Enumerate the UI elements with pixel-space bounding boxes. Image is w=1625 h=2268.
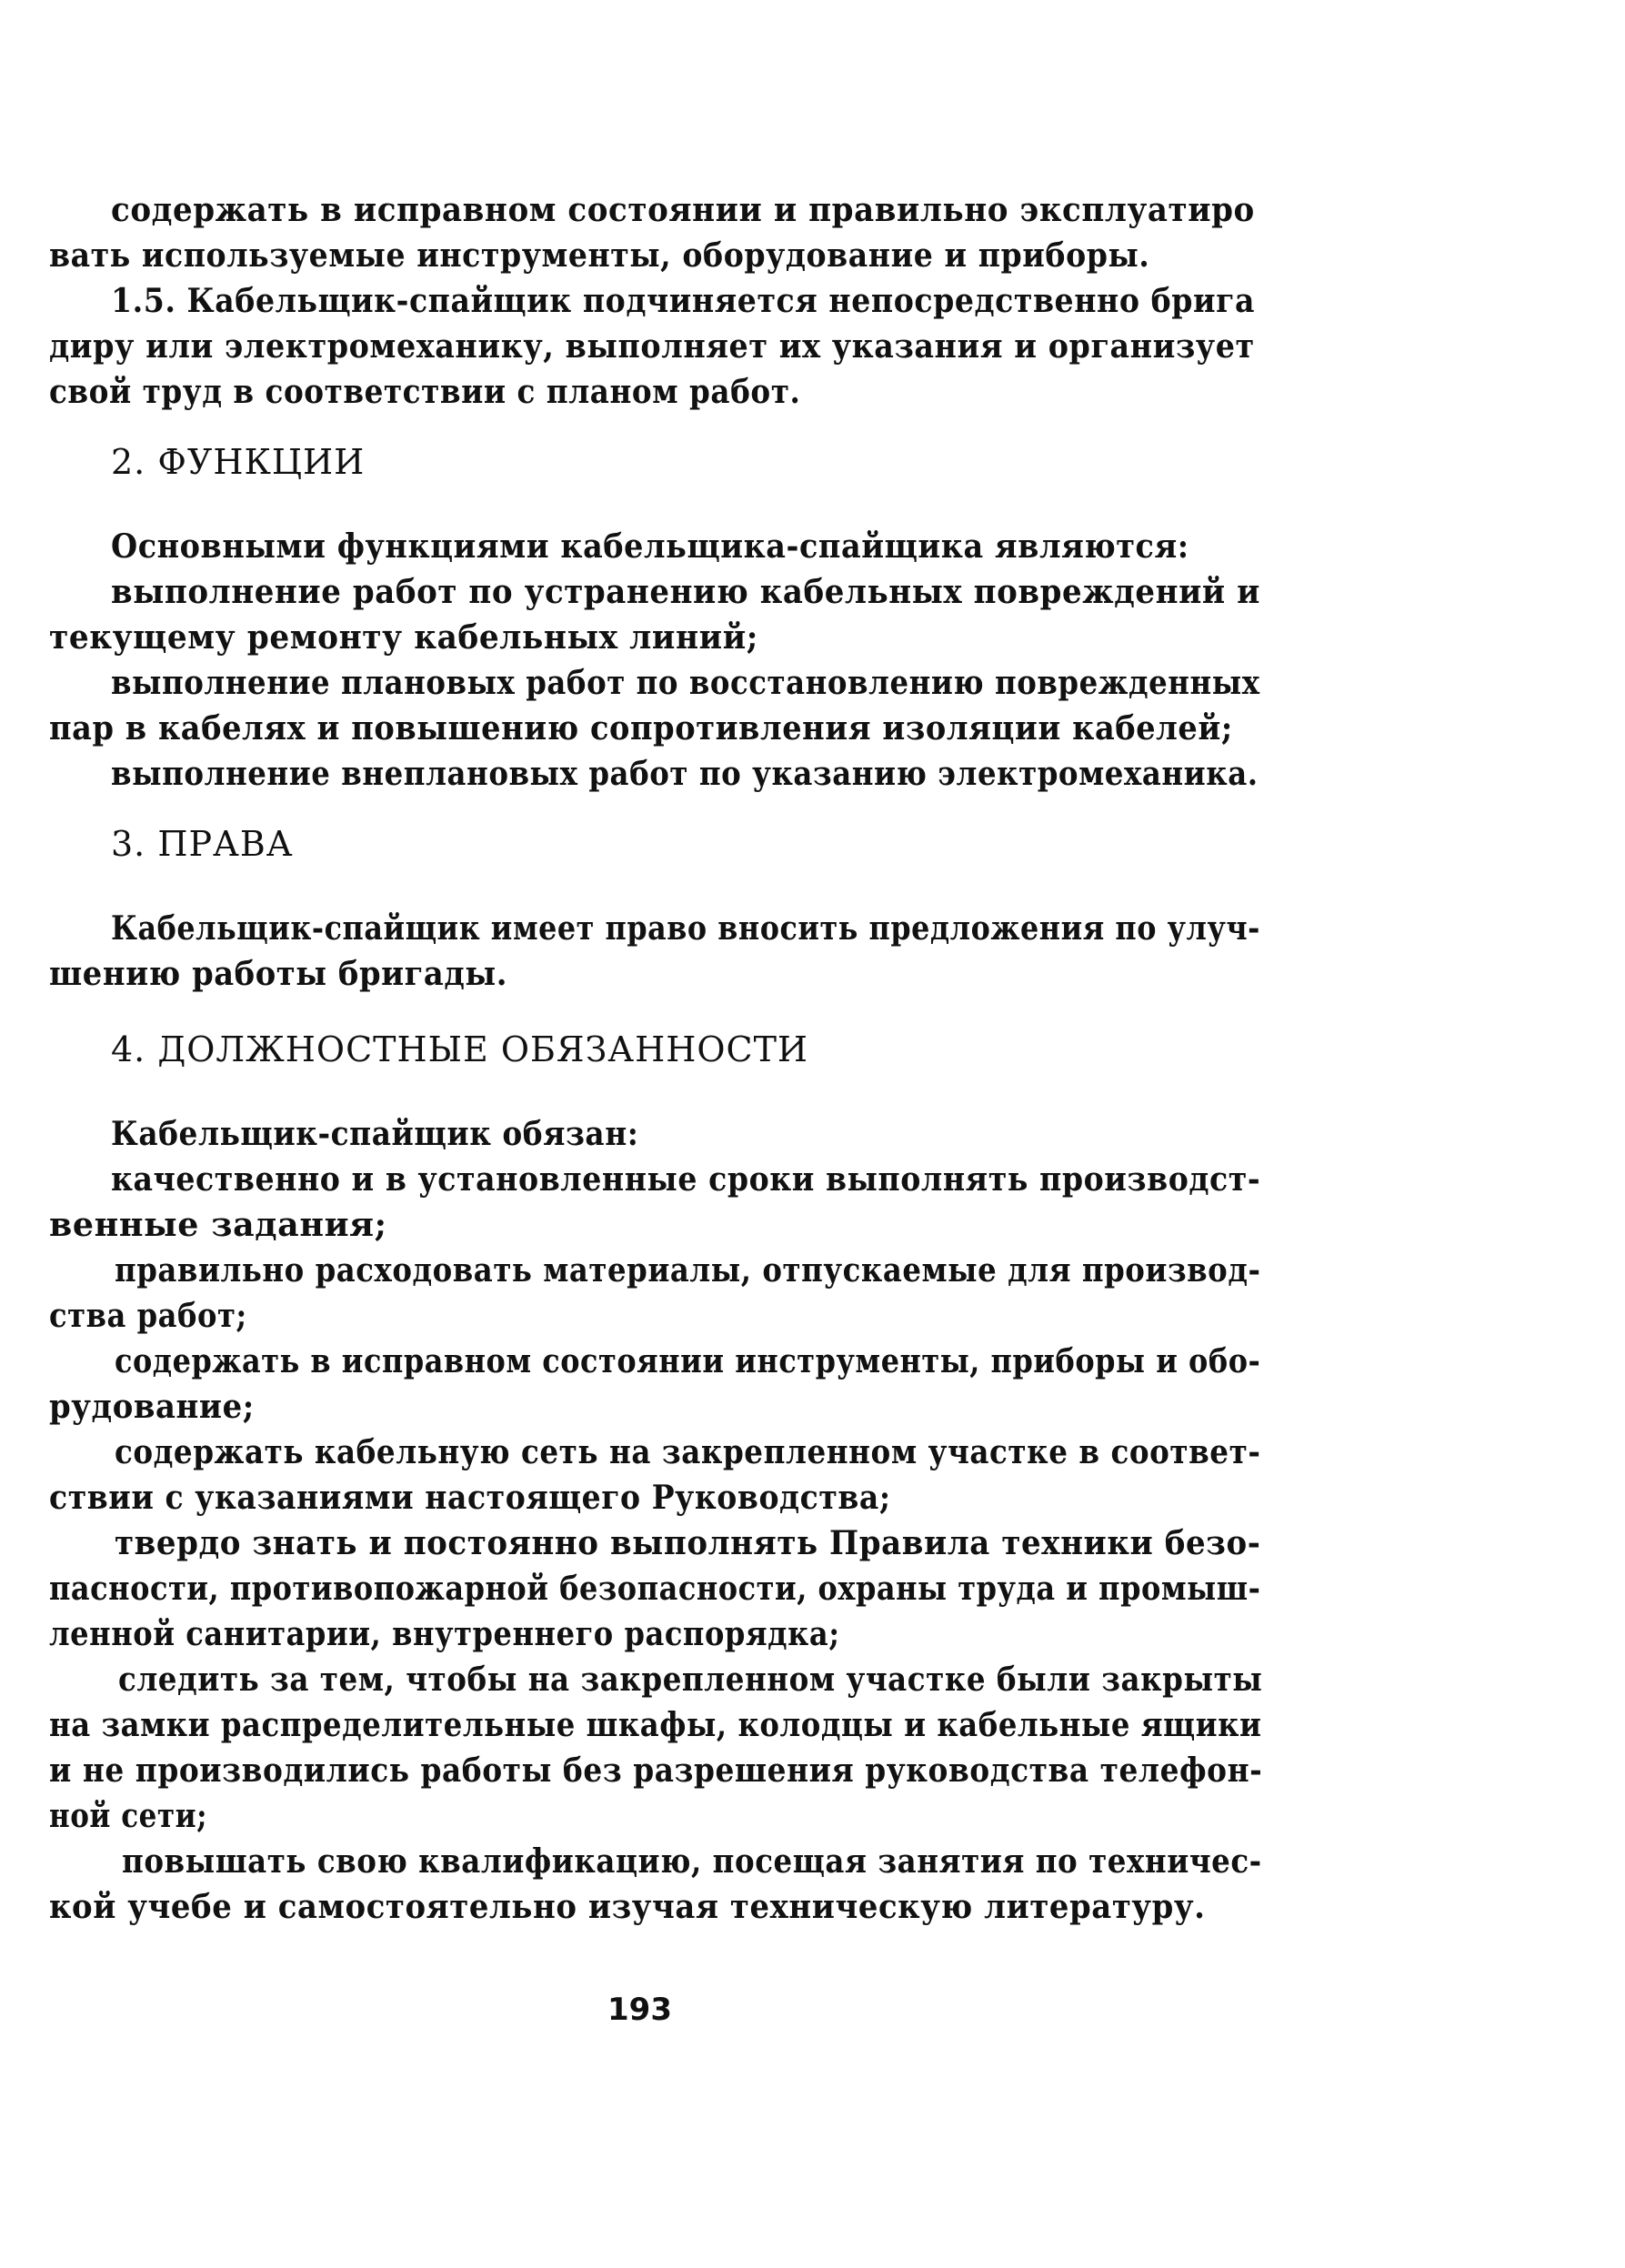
text-line: правильно расходовать материалы, отпускаемые для производ- (115, 1251, 1261, 1290)
text-line: ленной санитарии, внутреннего распорядка; (49, 1615, 840, 1653)
text-line: содержать кабельную сеть на закрепленном участке в соответ- (115, 1433, 1261, 1471)
text-line: Кабельщик-спайщик имеет право вносить предложения по улуч- (111, 909, 1260, 948)
text-line: ства работ; (49, 1297, 247, 1335)
text-line: твердо знать и постоянно выполнять Правила техники безо- (115, 1524, 1261, 1562)
text-line: выполнение плановых работ по восстановлению поврежденных (111, 664, 1260, 702)
text-line: текущему ремонту кабельных линий; (49, 618, 758, 657)
text-line: вать используемые инструменты, оборудование и приборы. (49, 236, 1150, 275)
text-line: шению работы бригады. (49, 955, 508, 993)
text-line: пар в кабелях и повышению сопротивления изоляции кабелей; (49, 709, 1233, 748)
text-line: ствии с указаниями настоящего Руководства; (49, 1479, 891, 1517)
text-line: содержать в исправном состоянии и правильно эксплуатиро (111, 191, 1255, 229)
text-line: рудование; (49, 1388, 255, 1426)
text-line: 1.5. Кабельщик-спайщик подчиняется непосредственно брига (111, 282, 1256, 320)
text-line: Основными функциями кабельщика-спайщика являются: (111, 527, 1189, 566)
text-line: венные задания; (49, 1206, 387, 1244)
text-line: выполнение внеплановых работ по указанию электромеханика. (111, 755, 1259, 793)
text-line: содержать в исправном состоянии инструменты, приборы и обо- (115, 1342, 1261, 1380)
text-line: пасности, противопожарной безопасности, охраны труда и промыш- (49, 1570, 1261, 1608)
text-line: кой учебе и самостоятельно изучая техническую литературу. (49, 1888, 1206, 1926)
section-heading-functions: 2. ФУНКЦИИ (111, 442, 366, 482)
section-heading-duties: 4. ДОЛЖНОСТНЫЕ ОБЯЗАННОСТИ (111, 1029, 809, 1069)
text-line: повышать свою квалификацию, посещая занятия по техничес- (122, 1842, 1262, 1881)
page-number: 193 (607, 1992, 672, 2028)
text-line: ной сети; (49, 1797, 208, 1835)
text-line: следить за тем, чтобы на закрепленном участке были закрыты (118, 1661, 1263, 1699)
text-line: диру или электромеханику, выполняет их указания и организует (49, 327, 1255, 366)
text-line: и не производились работы без разрешения руководства телефон- (49, 1751, 1263, 1790)
section-heading-rights: 3. ПРАВА (111, 824, 294, 864)
text-line: на замки распределительные шкафы, колодцы и кабельные ящики (49, 1706, 1262, 1744)
text-line: качественно и в установленные сроки выполнять производст- (111, 1160, 1261, 1199)
text-line: свой труд в соответствии с планом работ. (49, 373, 801, 411)
text-line: выполнение работ по устранению кабельных повреждений и (111, 573, 1260, 611)
text-line: Кабельщик-спайщик обязан: (111, 1115, 639, 1153)
